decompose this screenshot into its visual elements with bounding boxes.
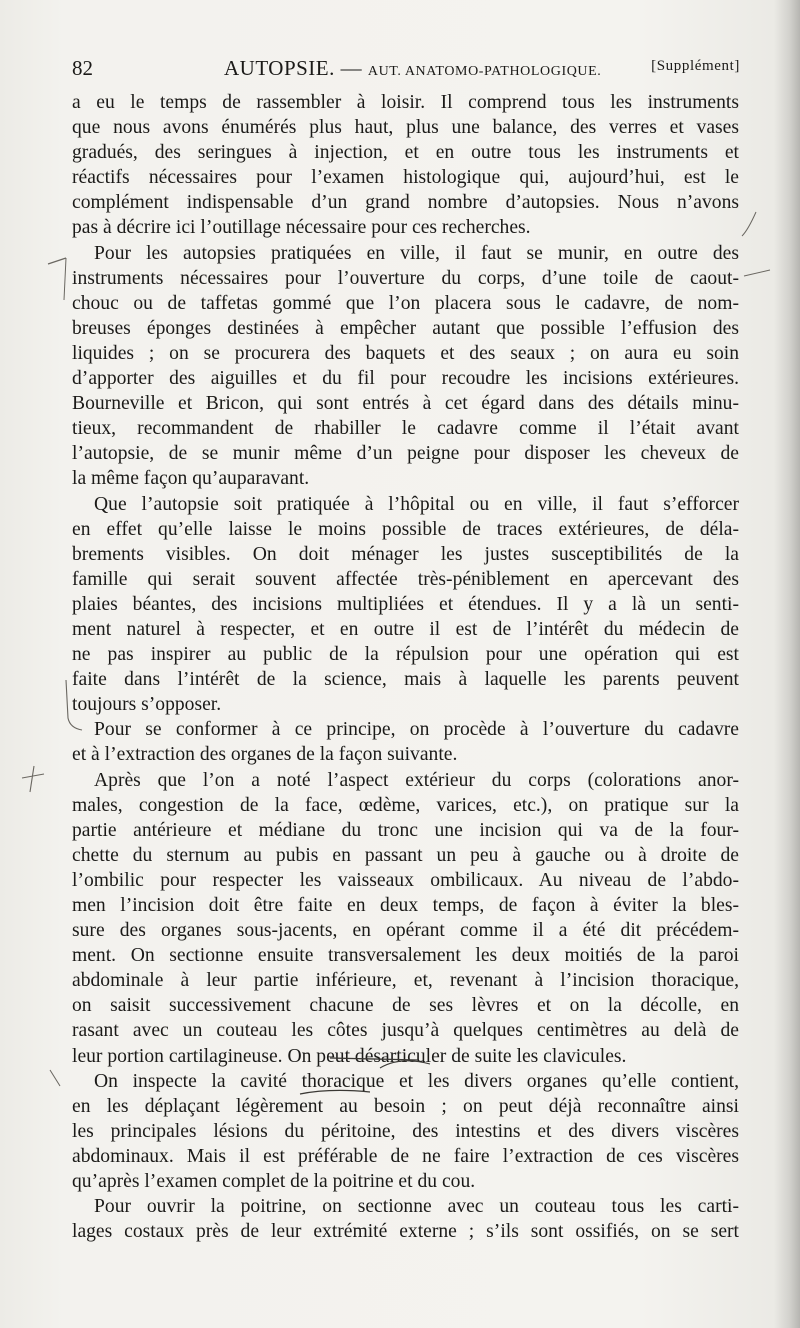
text-line: abdominale à leur partie inférieure, et, revenant à l’incision thoracique, — [72, 970, 739, 992]
body-text — [72, 90, 739, 1244]
text-line: ment. On sectionne ensuite transversalement les deux moitiés de la paroi — [72, 945, 739, 967]
text-line: Pour se conformer à ce principe, on procède à l’ouverture du cadavre — [94, 719, 739, 741]
text-line: famille qui serait souvent affectée très-péniblement en apercevant des — [72, 568, 739, 590]
text-line: Pour les autopsies pratiquées en ville, il faut se munir, en outre des — [94, 242, 739, 264]
running-header — [72, 56, 740, 84]
text-line: a eu le temps de rassembler à loisir. Il comprend tous les instruments — [72, 92, 739, 113]
text-line: liquides ; on se procurera des baquets et des seaux ; on aura eu soin — [72, 342, 739, 364]
text-line: d’apporter des aiguilles et du fil pour recoudre les incisions extérieures. — [72, 368, 739, 390]
text-line: brements visibles. On doit ménager les justes susceptibilités de la — [72, 543, 739, 565]
text-line: sure des organes sous-jacents, en opérant comme il a été dit précédem- — [72, 920, 739, 942]
text-line: partie antérieure et médiane du tronc une incision qui va de la four- — [72, 819, 739, 841]
text-line: faite dans l’intérêt de la science, mais à laquelle les parents peuvent — [72, 669, 739, 691]
running-title: AUTOPSIE. — AUT. ANATOMO-PATHOLOGIQUE. — [224, 56, 602, 80]
text-line: complément indispensable d’un grand nombre d’autopsies. Nous n’avons — [72, 192, 739, 214]
text-line: la même façon qu’auparavant. — [72, 468, 310, 490]
text-line: en les déplaçant légèrement au besoin ; on peut déjà reconnaître ainsi — [72, 1095, 739, 1117]
text-line: et à l’extraction des organes de la façon suivante. — [72, 744, 458, 766]
text-line: instruments nécessaires pour l’ouverture du corps, d’une toile de caout- — [72, 267, 739, 289]
text-line: on saisit successivement chacune de ses lèvres et on la décolle, en — [72, 995, 739, 1017]
text-line: pas à décrire ici l’outillage nécessaire pour ces recherches. — [72, 217, 531, 239]
text-line: chouc ou de taffetas gommé que l’on placera sous le cadavre, de nom- — [72, 292, 739, 314]
text-line: réactifs nécessaires pour l’examen histologique qui, aujourd’hui, est le — [72, 167, 739, 189]
text-line: que nous avons énumérés plus haut, plus une balance, des verres et vases — [72, 117, 739, 139]
text-line: qu’après l’examen complet de la poitrine et du cou. — [72, 1171, 476, 1193]
text-line: Après que l’on a noté l’aspect extérieur du corps (colorations anor- — [94, 769, 739, 791]
text-line: l’ombilic pour respecter les vaisseaux ombilicaux. Au niveau de l’abdo- — [72, 869, 739, 891]
text-line: Pour ouvrir la poitrine, on sectionne avec un couteau tous les carti- — [94, 1196, 739, 1218]
text-line: plaies béantes, des incisions multipliées et étendues. Il y a là un senti- — [72, 593, 739, 615]
text-line: les principales lésions du péritoine, des intestins et des divers viscères — [72, 1120, 739, 1142]
text-line: men l’incision doit être faite en deux temps, de façon à éviter la bles- — [72, 895, 739, 916]
text-line: tieux, recommandent de rhabiller le cadavre comme il l’était avant — [72, 418, 739, 440]
text-line: Bourneville et Bricon, qui sont entrés à cet égard dans des détails minu- — [72, 393, 739, 415]
text-line: abdominaux. Mais il est préférable de ne faire l’extraction de ces viscères — [72, 1145, 739, 1167]
text-line: chette du sternum au pubis en passant un peu à gauche ou à droite de — [72, 844, 739, 866]
text-line: ne pas inspirer au public de la répulsion pour une opération qui est — [72, 644, 739, 666]
text-line: ment naturel à respecter, et en outre il est de l’intérêt du médecin de — [72, 618, 739, 640]
text-line: lages costaux près de leur extrémité externe ; s’ils sont ossifiés, on se sert — [72, 1221, 739, 1243]
page-edge-shadow — [774, 0, 800, 1328]
text-line: Que l’autopsie soit pratiquée à l’hôpital ou en ville, il faut s’efforcer — [94, 493, 739, 515]
text-line: rasant avec un couteau les côtes jusqu’à quelques centimètres au delà de — [72, 1020, 739, 1042]
text-line: toujours s’opposer. — [72, 694, 222, 716]
text-line: males, congestion de la face, œdème, varices, etc.), on pratique sur la — [72, 794, 739, 816]
text-line: gradués, des seringues à injection, et en outre tous les instruments et — [72, 142, 739, 164]
section-label: [Supplément] — [651, 58, 740, 74]
text-line: On inspecte la cavité thoracique et les divers organes qu’elle contient, — [94, 1070, 739, 1092]
text-line: l’autopsie, de se munir même d’un peigne pour disposer les cheveux de — [72, 443, 739, 465]
text-line: leur portion cartilagineuse. On peut désarticuler de suite les clavicules. — [72, 1045, 627, 1067]
text-line: en effet qu’elle laisse le moins possible de traces extérieures, de déla- — [72, 518, 739, 540]
page-number: 82 — [72, 56, 93, 80]
text-line: breuses éponges destinées à empêcher autant que possible l’effusion des — [72, 317, 739, 339]
